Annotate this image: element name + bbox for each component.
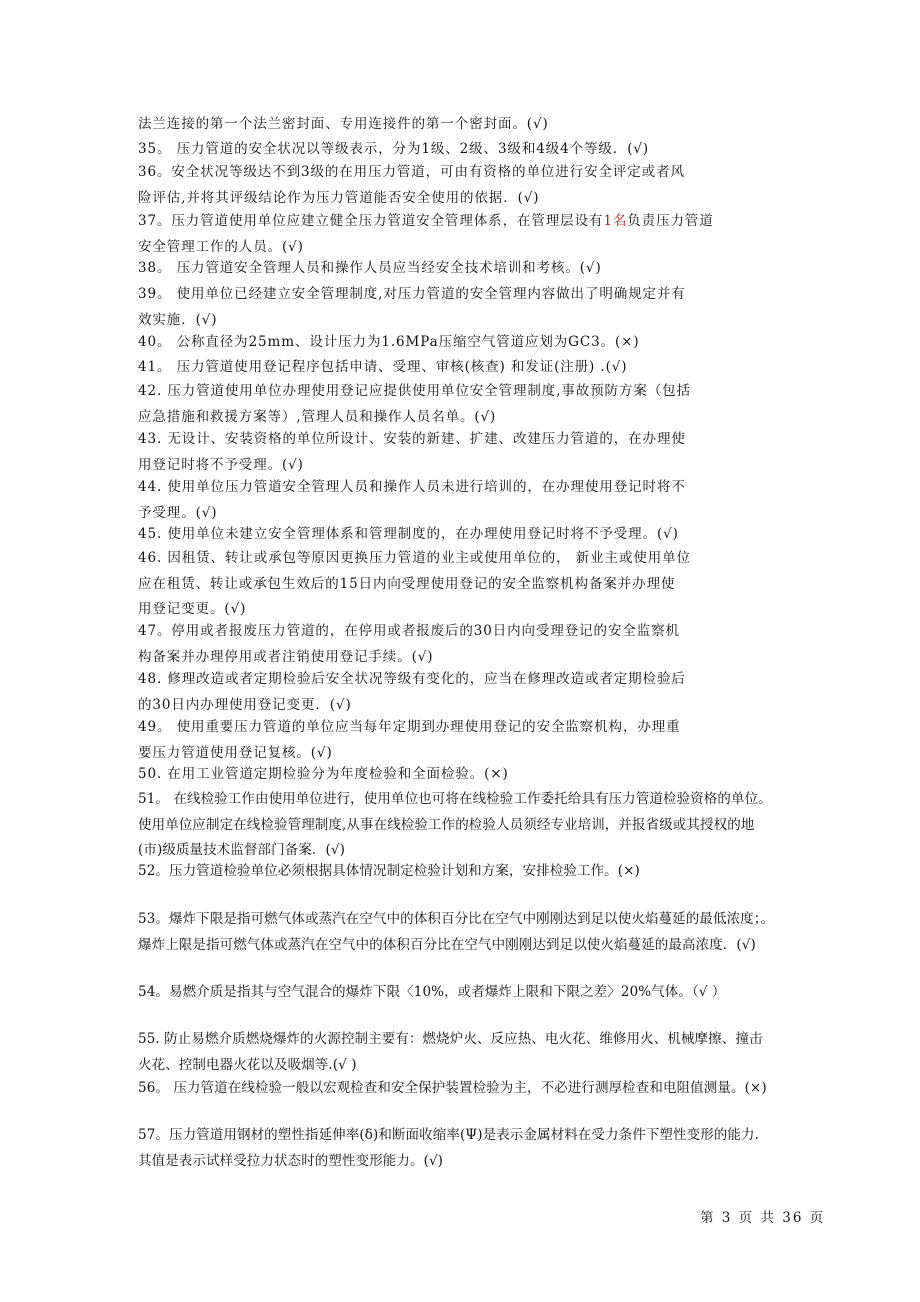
text-line: 38。 压力管道安全管理人员和操作人员应当经安全技术培训和考核。(√) [138,260,602,276]
question-q51 [138,787,784,864]
text-line: 其值是表示试样受拉力状态时的塑性变形能力。(√) [138,1152,444,1169]
text-line: 47。停用或者报废压力管道的，在停用或者报废后的30日内向受理登记的安全监察机 [138,623,680,639]
text-line: 46. 因租赁、转让或承包等原因更换压力管道的业主或使用单位的， 新业主或使用单位 [138,550,691,566]
question-q49 [138,715,784,766]
question-q53 [138,907,784,958]
text-line: 用登记变更。(√) [138,601,247,617]
text-line: 应急措施和救援方案等）,管理人员和操作人员名单。(√) [138,408,497,425]
text-line: 50. 在用工业管道定期检验分为年度检验和全面检验。(×) [138,766,509,782]
text-line: 54。易燃介质是指其与空气混合的爆炸下限〈10%，或者爆炸上限和下限之差〉20%气体。（√ ） [138,984,726,1000]
question-q39 [138,282,784,333]
question-q41 [138,355,784,381]
question-q36 [138,160,784,211]
question-q37 [138,209,784,260]
question-q48 [138,667,784,718]
question-q47 [138,619,784,670]
text-segment: 安全管理工作的人员。(√) [138,238,304,255]
text-segment: 37。压力管道使用单位应建立健全压力管道安全管理体系，在管理层设有 [138,213,604,229]
question-q46 [138,546,784,623]
question-q54 [138,980,784,1006]
question-q45 [138,522,784,548]
text-line: 应在租赁、转让或承包生效后的15日内向受理使用登记的安全监察机构备案并办理使 [138,575,676,592]
text-line: 45. 使用单位未建立安全管理体系和管理制度的，在办理使用登记时将不予受理。(√) [138,526,679,542]
text-line: 36。安全状况等级达不到3级的在用压力管道，可由有资格的单位进行安全评定或者风 [138,164,685,180]
text-line [138,209,784,235]
text-line: 使用单位应制定在线检验管理制度,从事在线检验工作的检验人员须经专业培训，并报省级或其授权的地 [138,816,755,833]
question-q52 [138,859,784,885]
page-footer: 第 3 页 共 36 页 [700,1210,826,1226]
text-line: 险评估,并将其评级结论作为压力管道能否安全使用的依据．(√) [138,189,540,206]
text-line: 57。压力管道用钢材的塑性指延伸率(δ)和断面收缩率(Ψ)是表示金属材料在受力条件下塑性变形的能力. [138,1127,760,1143]
text-line: 用登记时将不予受理。(√) [138,456,304,473]
text-line: 42. 压力管道使用单位办理使用登记应提供使用单位安全管理制度,事故预防方案（包括 [138,383,691,399]
question-q44 [138,475,784,526]
text-line: 的30日内办理使用登记变更．(√) [138,696,352,713]
text-segment: 负责压力管道 [627,213,714,229]
text-line: 要压力管道使用登记复核。(√) [138,744,333,761]
text-line: 构备案并办理停用或者注销使用登记手续。(√) [138,648,434,665]
question-q40 [138,330,784,356]
text-line: 55. 防止易燃介质燃烧爆炸的火源控制主要有：燃烧炉火、反应热、电火花、维修用火、机械摩擦、撞击 [138,1031,763,1047]
text-line: (市)级质量技术监督部门备案．(√) [138,842,345,858]
question-q55 [138,1027,784,1078]
text-line: 53。爆炸下限是指可燃气体或蒸汽在空气中的体积百分比在空气中刚刚达到足以使火焰蔓延的最低浓度；。 [138,911,775,927]
question-q35 [138,137,784,163]
text-line: 44. 使用单位压力管道安全管理人员和操作人员未进行培训的，在办理使用登记时将不 [138,479,686,495]
question-q42 [138,379,784,430]
question-q50 [138,762,784,788]
question-q43 [138,427,784,478]
text-line: 39。 使用单位已经建立安全管理制度,对压力管道的安全管理内容做出了明确规定并有 [138,286,686,302]
text-line: 爆炸上限是指可燃气体或蒸汽在空气中的体积百分比在空气中刚刚达到足以使火焰蔓延的最高浓度．(√) [138,936,756,953]
question-q34-tail [138,112,784,138]
text-line: 51。 在线检验工作由使用单位进行，使用单位也可将在线检验工作委托给具有压力管道检验资格的单位。 [138,791,772,807]
text-line: 40。 公称直径为25mm、设计压力为1.6MPa压缩空气管道应划为GC3。(×) [138,334,640,350]
question-q57 [138,1123,784,1174]
text-line: 43. 无设计、安装资格的单位所设计、安装的新建、扩建、改建压力管道的，在办理使 [138,431,686,447]
text-line: 52。压力管道检验单位必须根据具体情况制定检验计划和方案，安排检验工作。(×) [138,863,640,879]
question-q56 [138,1076,784,1102]
text-line: 法兰连接的第一个法兰密封面、专用连接件的第一个密封面。(√) [138,116,549,132]
text-line: 49。 使用重要压力管道的单位应当每年定期到办理使用登记的安全监察机构，办理重 [138,719,681,735]
text-line: 35。 压力管道的安全状况以等级表示，分为1级、2级、3级和4级4个等级．(√) [138,141,650,157]
text-line: 火花、控制电器火花以及吸烟等.(√ ) [138,1056,357,1073]
text-line: 48. 修理改造或者定期检验后安全状况等级有变化的，应当在修理改造或者定期检验后 [138,671,686,687]
text-line: 予受理。(√) [138,504,218,521]
text-line: 41。 压力管道使用登记程序包括申请、受理、审核(核查) 和发证(注册) .(√) [138,359,628,375]
question-q38 [138,256,784,282]
text-line: 56。 压力管道在线检验一般以宏观检查和安全保护装置检验为主，不必进行测厚检查和电阻值测量。(×) [138,1080,767,1096]
text-line: 效实施．(√) [138,311,218,328]
highlighted-text: 1名 [603,213,628,229]
